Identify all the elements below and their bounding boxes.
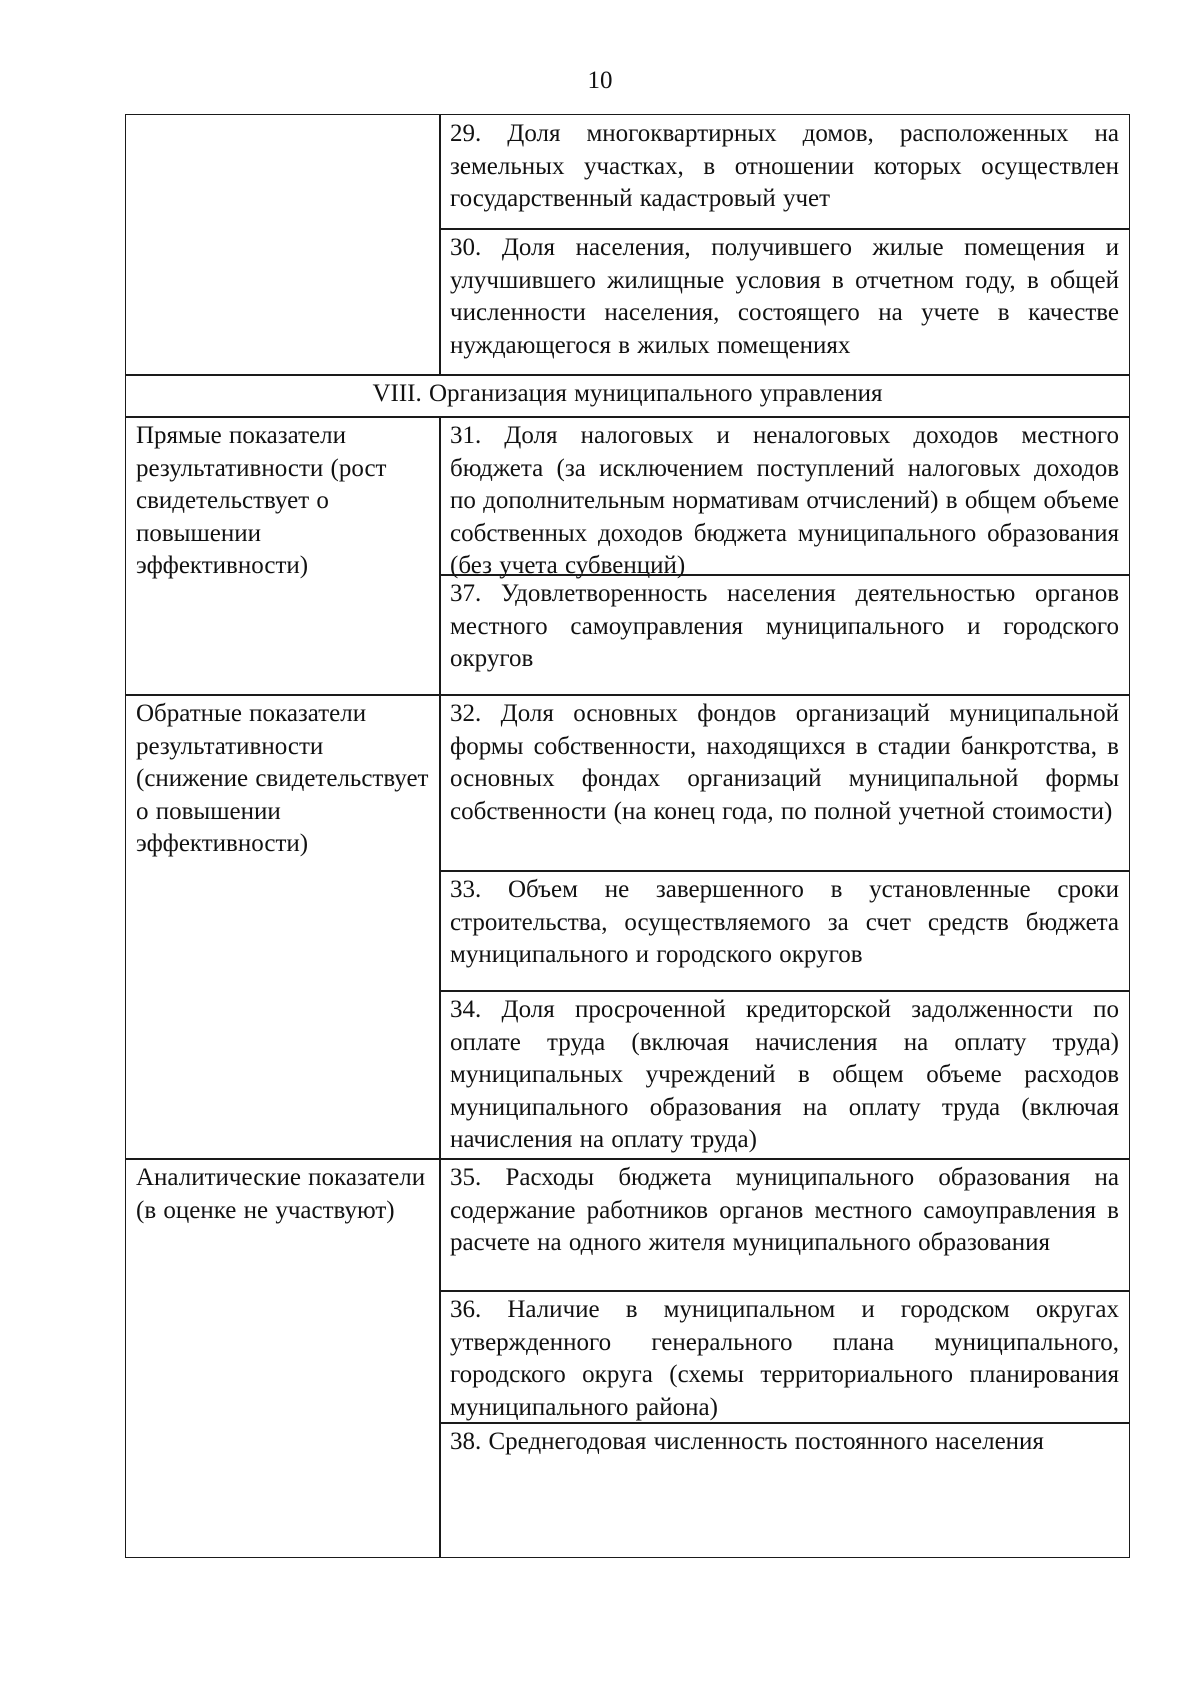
group-label-inverse: Обратные показатели результативности (снижение свидетельствует о повышении эффективности) xyxy=(136,700,429,858)
page-number: 10 xyxy=(587,67,613,94)
group-label-cell xyxy=(125,1158,441,1558)
indicator-text: 34. Доля просроченной кредиторской задолженности по оплате труда (включая начисления на оплату труда) муниципальных учреждений в общем объеме расходов муниципального образования на оплату труда (включая начисления на оплату труда) xyxy=(450,996,1119,1154)
indicator-text: 36. Наличие в муниципальном и городском округах утвержденного генерального плана муниципального, городского округа (схемы территориального планирования муниципального района) xyxy=(450,1296,1119,1421)
indicator-cell xyxy=(439,1158,1130,1292)
indicator-text: 33. Объем не завершенного в установленные сроки строительства, осуществляемого за счет средств бюджета муниципального и городского округов xyxy=(450,876,1119,969)
section-header: VIII. Организация муниципального управления xyxy=(372,380,883,407)
group-label-analytical: Аналитические показатели (в оценке не участвуют) xyxy=(136,1164,426,1224)
indicator-cell xyxy=(439,416,1130,580)
indicators-table xyxy=(125,114,1130,1558)
indicator-text: 38. Среднегодовая численность постоянного населения xyxy=(450,1428,1044,1455)
indicator-cell xyxy=(439,574,1130,696)
indicator-cell xyxy=(439,114,1130,230)
section-header-row xyxy=(125,374,1130,418)
indicator-cell xyxy=(439,990,1130,1160)
indicator-text: 32. Доля основных фондов организаций муниципальной формы собственности, находящихся в стадии банкротства, в основных фондах организаций муниципальной формы собственности (на конец года, по полной учетной стоимости) xyxy=(450,700,1119,825)
indicator-cell xyxy=(439,1290,1130,1424)
group-label-cell xyxy=(125,694,441,1160)
group-label-cell xyxy=(125,416,441,696)
indicator-text: 37. Удовлетворенность населения деятельностью органов местного самоуправления муниципального и городского округов xyxy=(450,580,1119,673)
indicator-cell xyxy=(439,228,1130,376)
indicator-cell xyxy=(439,870,1130,992)
empty-label-cell xyxy=(125,114,441,376)
indicator-text: 31. Доля налоговых и неналоговых доходов местного бюджета (за исключением поступлений налоговых доходов по дополнительным нормативам отчислений) в общем объеме собственных доходов бюджета муниципального образования (без учета субвенций) xyxy=(450,422,1119,580)
indicator-text: 35. Расходы бюджета муниципального образования на содержание работников органов местного самоуправления в расчете на одного жителя муниципального образования xyxy=(450,1164,1119,1257)
indicator-text: 30. Доля населения, получившего жилые помещения и улучшившего жилищные условия в отчетном году, в общей численности населения, состоящего на учете в качестве нуждающегося в жилых помещениях xyxy=(450,234,1119,359)
indicator-cell xyxy=(439,694,1130,872)
indicator-text: 29. Доля многоквартирных домов, расположенных на земельных участках, в отношении которых осуществлен государственный кадастровый учет xyxy=(450,120,1119,213)
group-label-direct: Прямые показатели результативности (рост свидетельствует о повышении эффективности) xyxy=(136,422,387,580)
indicator-cell xyxy=(439,1422,1130,1558)
